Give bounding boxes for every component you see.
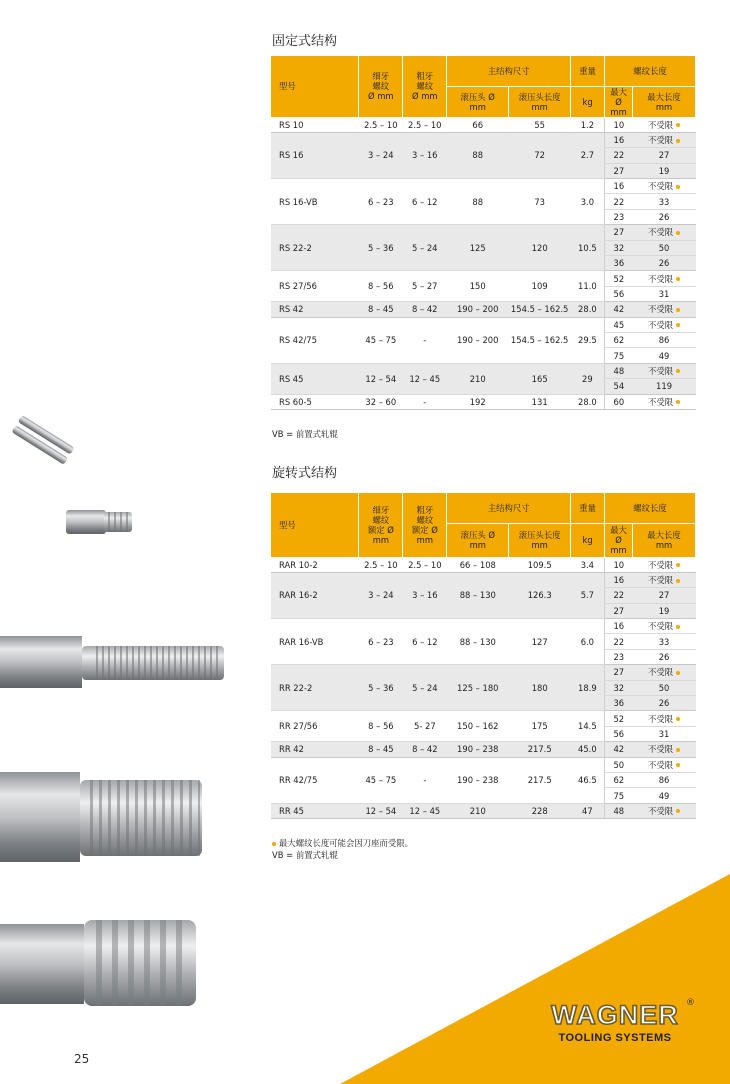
table-row <box>271 757 696 772</box>
coarse-thread-cell: 2.5 – 10 <box>403 557 447 572</box>
model-cell: RAR 16-VB <box>271 619 359 665</box>
coarse-thread-cell: 5- 27 <box>403 711 447 742</box>
max-length-value: 31 <box>658 728 670 739</box>
max-diameter-cell: 16 <box>605 179 633 194</box>
note-dot-icon <box>676 231 680 235</box>
max-length-cell <box>633 757 696 772</box>
model-cell: RAR 10-2 <box>271 557 359 572</box>
max-length-value: 不受限 <box>647 273 674 284</box>
header-max-length: 最大长度 mm <box>633 523 696 557</box>
max-length-cell <box>633 394 696 409</box>
header-head-diameter: 滚压头 Ø mm <box>447 86 509 117</box>
medium-bolt-image <box>0 636 224 688</box>
header-coarse-thread: 粗牙 螺纹 额定 Ø mm <box>403 493 447 557</box>
table-row <box>271 363 696 378</box>
model-cell: RR 22-2 <box>271 665 359 711</box>
header-head-diameter: 滚压头 Ø mm <box>447 523 509 557</box>
header-main-dimensions: 主结构尺寸 <box>447 493 571 523</box>
rotary-spec-table <box>271 493 696 819</box>
max-length-cell <box>633 588 696 603</box>
head-diameter-cell: 190 – 238 <box>447 742 509 757</box>
small-pin-image <box>11 415 74 465</box>
head-diameter-cell: 210 <box>447 803 509 818</box>
head-length-cell: 217.5 <box>509 757 571 803</box>
max-length-value: 26 <box>658 258 670 269</box>
max-length-cell <box>633 803 696 818</box>
threaded-stud-image <box>66 510 132 534</box>
max-diameter-cell: 52 <box>605 271 633 286</box>
table-row <box>271 394 696 409</box>
max-length-value: 不受限 <box>647 744 674 755</box>
max-length-cell <box>633 271 696 286</box>
max-diameter-cell: 60 <box>605 394 633 409</box>
head-length-cell: 73 <box>509 179 571 225</box>
max-length-cell <box>633 726 696 741</box>
max-length-cell <box>633 302 696 317</box>
table-row <box>271 619 696 634</box>
model-cell: RS 10 <box>271 117 359 132</box>
max-length-cell <box>633 348 696 363</box>
head-length-cell: 126.3 <box>509 572 571 618</box>
max-length-cell <box>633 117 696 132</box>
max-diameter-cell: 75 <box>605 788 633 803</box>
max-length-cell <box>633 634 696 649</box>
model-cell: RS 16-VB <box>271 179 359 225</box>
header-main-dimensions: 主结构尺寸 <box>447 56 571 86</box>
bullet-dot-icon <box>272 842 276 846</box>
table-row <box>271 225 696 240</box>
weight-cell: 6.0 <box>571 619 605 665</box>
head-length-cell: 180 <box>509 665 571 711</box>
max-length-cell <box>633 317 696 332</box>
max-length-value: 不受限 <box>647 759 674 770</box>
head-length-cell: 131 <box>509 394 571 409</box>
coarse-thread-cell: - <box>403 317 447 363</box>
header-weight-unit: kg <box>571 86 605 117</box>
max-length-value: 不受限 <box>647 365 674 376</box>
max-length-value: 19 <box>658 605 670 616</box>
model-cell: RS 42/75 <box>271 317 359 363</box>
weight-cell: 47 <box>571 803 605 818</box>
weight-cell: 10.5 <box>571 225 605 271</box>
head-length-cell: 109 <box>509 271 571 302</box>
fine-thread-cell: 45 – 75 <box>359 757 403 803</box>
rotary-note-limit <box>272 837 413 849</box>
fine-thread-cell: 5 – 36 <box>359 225 403 271</box>
header-model: 型号 <box>271 56 359 117</box>
max-length-cell <box>633 742 696 757</box>
rotary-section-title: 旋转式结构 <box>272 466 338 481</box>
coarse-thread-cell: 8 – 42 <box>403 742 447 757</box>
fine-thread-cell: 8 – 56 <box>359 711 403 742</box>
coarse-thread-cell: 3 – 16 <box>403 132 447 178</box>
head-length-cell: 228 <box>509 803 571 818</box>
max-length-cell <box>633 680 696 695</box>
grooved-bolt-image <box>0 920 196 1006</box>
max-length-value: 26 <box>658 212 670 223</box>
weight-cell: 45.0 <box>571 742 605 757</box>
header-max-length: 最大长度 mm <box>633 86 696 117</box>
header-thread-length: 螺纹长度 <box>605 493 696 523</box>
weight-cell: 1.2 <box>571 117 605 132</box>
max-diameter-cell: 45 <box>605 317 633 332</box>
coarse-thread-cell: 2.5 – 10 <box>403 117 447 132</box>
max-length-value: 86 <box>658 335 670 346</box>
head-length-cell: 217.5 <box>509 742 571 757</box>
weight-cell: 3.0 <box>571 179 605 225</box>
weight-cell: 28.0 <box>571 394 605 409</box>
model-cell: RR 27/56 <box>271 711 359 742</box>
max-diameter-cell: 56 <box>605 726 633 741</box>
max-length-cell <box>633 665 696 680</box>
coarse-thread-cell: 3 – 16 <box>403 572 447 618</box>
note-dot-icon <box>676 123 680 127</box>
rotary-note-limit-text: 最大螺纹长度可能会因刀座而受限。 <box>279 838 413 848</box>
head-diameter-cell: 210 <box>447 363 509 394</box>
max-length-cell <box>633 256 696 271</box>
weight-cell: 18.9 <box>571 665 605 711</box>
registered-mark: ® <box>686 998 695 1008</box>
max-length-cell <box>633 603 696 618</box>
model-cell: RS 42 <box>271 302 359 317</box>
max-length-cell <box>633 619 696 634</box>
fine-thread-cell: 2.5 – 10 <box>359 117 403 132</box>
max-length-cell <box>633 286 696 301</box>
weight-cell: 5.7 <box>571 572 605 618</box>
note-dot-icon <box>676 400 680 404</box>
max-diameter-cell: 22 <box>605 634 633 649</box>
header-max-diameter: 最大 Ø mm <box>605 86 633 117</box>
fixed-note: VB = 前置式轧辊 <box>272 429 338 439</box>
fine-thread-cell: 3 – 24 <box>359 572 403 618</box>
max-length-cell <box>633 179 696 194</box>
note-dot-icon <box>676 717 680 721</box>
max-diameter-cell: 10 <box>605 117 633 132</box>
coarse-thread-cell: - <box>403 757 447 803</box>
table-row <box>271 803 696 818</box>
head-diameter-cell: 192 <box>447 394 509 409</box>
max-diameter-cell: 27 <box>605 665 633 680</box>
weight-cell: 14.5 <box>571 711 605 742</box>
max-diameter-cell: 16 <box>605 619 633 634</box>
max-diameter-cell: 75 <box>605 348 633 363</box>
fine-thread-cell: 12 – 54 <box>359 363 403 394</box>
max-length-value: 26 <box>658 652 670 663</box>
max-length-value: 86 <box>658 775 670 786</box>
max-length-cell <box>633 332 696 347</box>
header-weight-unit: kg <box>571 523 605 557</box>
max-diameter-cell: 16 <box>605 132 633 147</box>
max-diameter-cell: 48 <box>605 803 633 818</box>
max-length-value: 不受限 <box>647 181 674 192</box>
header-fine-thread: 细牙 螺纹 额定 Ø mm <box>359 493 403 557</box>
header-fine-thread: 细牙 螺纹 Ø mm <box>359 56 403 117</box>
max-diameter-cell: 52 <box>605 711 633 726</box>
model-cell: RS 22-2 <box>271 225 359 271</box>
table-row <box>271 302 696 317</box>
header-head-length: 滚压头长度 mm <box>509 523 571 557</box>
head-length-cell: 55 <box>509 117 571 132</box>
max-length-cell <box>633 696 696 711</box>
head-diameter-cell: 88 <box>447 132 509 178</box>
logo-wordmark: WAGNER <box>551 1000 679 1030</box>
note-dot-icon <box>676 277 680 281</box>
model-cell: RS 60-5 <box>271 394 359 409</box>
head-diameter-cell: 66 – 108 <box>447 557 509 572</box>
note-dot-icon <box>676 671 680 675</box>
coarse-thread-cell: 6 – 12 <box>403 619 447 665</box>
max-diameter-cell: 62 <box>605 772 633 787</box>
head-diameter-cell: 190 – 238 <box>447 757 509 803</box>
table-row <box>271 665 696 680</box>
max-diameter-cell: 48 <box>605 363 633 378</box>
header-model: 型号 <box>271 493 359 557</box>
max-length-cell <box>633 209 696 224</box>
max-length-value: 不受限 <box>647 119 674 130</box>
note-dot-icon <box>676 763 680 767</box>
max-diameter-cell: 23 <box>605 209 633 224</box>
weight-cell: 28.0 <box>571 302 605 317</box>
coarse-thread-cell: 8 – 42 <box>403 302 447 317</box>
head-diameter-cell: 150 <box>447 271 509 302</box>
header-max-diameter: 最大 Ø mm <box>605 523 633 557</box>
max-diameter-cell: 36 <box>605 256 633 271</box>
fine-thread-cell: 12 – 54 <box>359 803 403 818</box>
model-cell: RS 16 <box>271 132 359 178</box>
max-length-cell <box>633 132 696 147</box>
max-diameter-cell: 54 <box>605 379 633 394</box>
fine-thread-cell: 32 – 60 <box>359 394 403 409</box>
max-length-value: 33 <box>658 636 670 647</box>
head-diameter-cell: 190 – 200 <box>447 317 509 363</box>
head-diameter-cell: 150 – 162 <box>447 711 509 742</box>
max-length-cell <box>633 711 696 726</box>
table-row <box>271 711 696 726</box>
fine-thread-cell: 6 – 23 <box>359 619 403 665</box>
head-diameter-cell: 190 – 200 <box>447 302 509 317</box>
head-length-cell: 109.5 <box>509 557 571 572</box>
note-dot-icon <box>676 809 680 813</box>
max-length-value: 不受限 <box>647 396 674 407</box>
max-diameter-cell: 10 <box>605 557 633 572</box>
head-length-cell: 120 <box>509 225 571 271</box>
max-length-value: 不受限 <box>647 135 674 146</box>
coarse-thread-cell: 5 – 24 <box>403 225 447 271</box>
max-length-cell <box>633 772 696 787</box>
max-length-cell <box>633 649 696 664</box>
max-length-value: 不受限 <box>647 621 674 632</box>
max-length-value: 19 <box>658 165 670 176</box>
max-length-value: 不受限 <box>647 319 674 330</box>
fixed-spec-table <box>271 56 696 410</box>
note-dot-icon <box>676 625 680 629</box>
model-cell: RR 45 <box>271 803 359 818</box>
max-diameter-cell: 42 <box>605 742 633 757</box>
coarse-thread-cell: 6 – 12 <box>403 179 447 225</box>
note-dot-icon <box>676 323 680 327</box>
fine-thread-cell: 8 – 45 <box>359 742 403 757</box>
head-diameter-cell: 125 – 180 <box>447 665 509 711</box>
logo-tagline: TOOLING SYSTEMS <box>558 1032 672 1044</box>
max-length-cell <box>633 379 696 394</box>
max-length-cell <box>633 225 696 240</box>
head-diameter-cell: 125 <box>447 225 509 271</box>
weight-cell: 3.4 <box>571 557 605 572</box>
header-weight: 重量 <box>571 493 605 523</box>
max-diameter-cell: 27 <box>605 163 633 178</box>
note-dot-icon <box>676 369 680 373</box>
note-dot-icon <box>676 748 680 752</box>
model-cell: RR 42 <box>271 742 359 757</box>
max-length-value: 27 <box>658 150 670 161</box>
fine-thread-cell: 5 – 36 <box>359 665 403 711</box>
fine-thread-cell: 8 – 45 <box>359 302 403 317</box>
max-length-value: 不受限 <box>647 304 674 315</box>
header-thread-length: 螺纹长度 <box>605 56 696 86</box>
note-dot-icon <box>676 139 680 143</box>
weight-cell: 29 <box>571 363 605 394</box>
fine-thread-cell: 6 – 23 <box>359 179 403 225</box>
table-row <box>271 742 696 757</box>
coarse-thread-cell: 12 – 45 <box>403 803 447 818</box>
max-length-cell <box>633 194 696 209</box>
coarse-thread-cell: - <box>403 394 447 409</box>
fine-thread-cell: 2.5 – 10 <box>359 557 403 572</box>
head-length-cell: 154.5 – 162.5 <box>509 302 571 317</box>
max-length-value: 27 <box>658 590 670 601</box>
max-length-cell <box>633 788 696 803</box>
head-diameter-cell: 88 – 130 <box>447 619 509 665</box>
head-length-cell: 127 <box>509 619 571 665</box>
header-coarse-thread: 粗牙 螺纹 Ø mm <box>403 56 447 117</box>
weight-cell: 2.7 <box>571 132 605 178</box>
head-diameter-cell: 88 <box>447 179 509 225</box>
orange-corner-decoration <box>340 874 730 1084</box>
note-dot-icon <box>676 579 680 583</box>
max-length-cell <box>633 572 696 587</box>
table-row <box>271 132 696 147</box>
head-length-cell: 72 <box>509 132 571 178</box>
max-length-value: 49 <box>658 790 670 801</box>
max-diameter-cell: 27 <box>605 603 633 618</box>
wagner-logo <box>535 1000 695 1044</box>
header-weight: 重量 <box>571 56 605 86</box>
model-cell: RR 42/75 <box>271 757 359 803</box>
max-diameter-cell: 32 <box>605 680 633 695</box>
max-diameter-cell: 42 <box>605 302 633 317</box>
note-dot-icon <box>676 185 680 189</box>
head-length-cell: 175 <box>509 711 571 742</box>
coarse-thread-cell: 12 – 45 <box>403 363 447 394</box>
max-length-value: 50 <box>658 682 670 693</box>
product-photo-column <box>0 0 250 1084</box>
coarse-thread-cell: 5 – 27 <box>403 271 447 302</box>
coarse-thread-cell: 5 – 24 <box>403 665 447 711</box>
max-diameter-cell: 36 <box>605 696 633 711</box>
max-length-cell <box>633 240 696 255</box>
max-length-value: 119 <box>656 381 673 392</box>
note-dot-icon <box>676 308 680 312</box>
model-cell: RS 27/56 <box>271 271 359 302</box>
max-diameter-cell: 56 <box>605 286 633 301</box>
max-length-cell <box>633 363 696 378</box>
model-cell: RS 45 <box>271 363 359 394</box>
max-length-cell <box>633 557 696 572</box>
max-diameter-cell: 32 <box>605 240 633 255</box>
weight-cell: 29.5 <box>571 317 605 363</box>
max-length-value: 不受限 <box>647 227 674 238</box>
table-row <box>271 179 696 194</box>
model-cell: RAR 16-2 <box>271 572 359 618</box>
head-diameter-cell: 88 – 130 <box>447 572 509 618</box>
max-length-value: 不受限 <box>647 805 674 816</box>
max-diameter-cell: 22 <box>605 148 633 163</box>
max-length-cell <box>633 148 696 163</box>
table-row <box>271 572 696 587</box>
max-length-value: 31 <box>658 288 670 299</box>
head-length-cell: 165 <box>509 363 571 394</box>
fine-thread-cell: 45 – 75 <box>359 317 403 363</box>
max-diameter-cell: 22 <box>605 588 633 603</box>
max-length-cell <box>633 163 696 178</box>
max-length-value: 不受限 <box>647 713 674 724</box>
table-row <box>271 271 696 286</box>
max-length-value: 不受限 <box>647 575 674 586</box>
table-row <box>271 557 696 572</box>
fine-thread-cell: 3 – 24 <box>359 132 403 178</box>
note-dot-icon <box>676 563 680 567</box>
max-length-value: 49 <box>658 350 670 361</box>
max-diameter-cell: 62 <box>605 332 633 347</box>
large-bolt-image <box>0 772 202 862</box>
table-row <box>271 117 696 132</box>
header-head-length: 滚压头长度 mm <box>509 86 571 117</box>
max-length-value: 33 <box>658 196 670 207</box>
max-diameter-cell: 16 <box>605 572 633 587</box>
max-diameter-cell: 22 <box>605 194 633 209</box>
fine-thread-cell: 8 – 56 <box>359 271 403 302</box>
head-length-cell: 154.5 – 162.5 <box>509 317 571 363</box>
page-number: 25 <box>74 1052 90 1066</box>
max-diameter-cell: 50 <box>605 757 633 772</box>
max-diameter-cell: 23 <box>605 649 633 664</box>
fixed-section-title: 固定式结构 <box>272 34 338 49</box>
max-diameter-cell: 27 <box>605 225 633 240</box>
max-length-value: 26 <box>658 698 670 709</box>
max-length-value: 50 <box>658 242 670 253</box>
max-length-value: 不受限 <box>647 559 674 570</box>
head-diameter-cell: 66 <box>447 117 509 132</box>
rotary-note-vb: VB = 前置式轧辊 <box>272 850 338 860</box>
max-length-value: 不受限 <box>647 667 674 678</box>
weight-cell: 46.5 <box>571 757 605 803</box>
weight-cell: 11.0 <box>571 271 605 302</box>
table-row <box>271 317 696 332</box>
